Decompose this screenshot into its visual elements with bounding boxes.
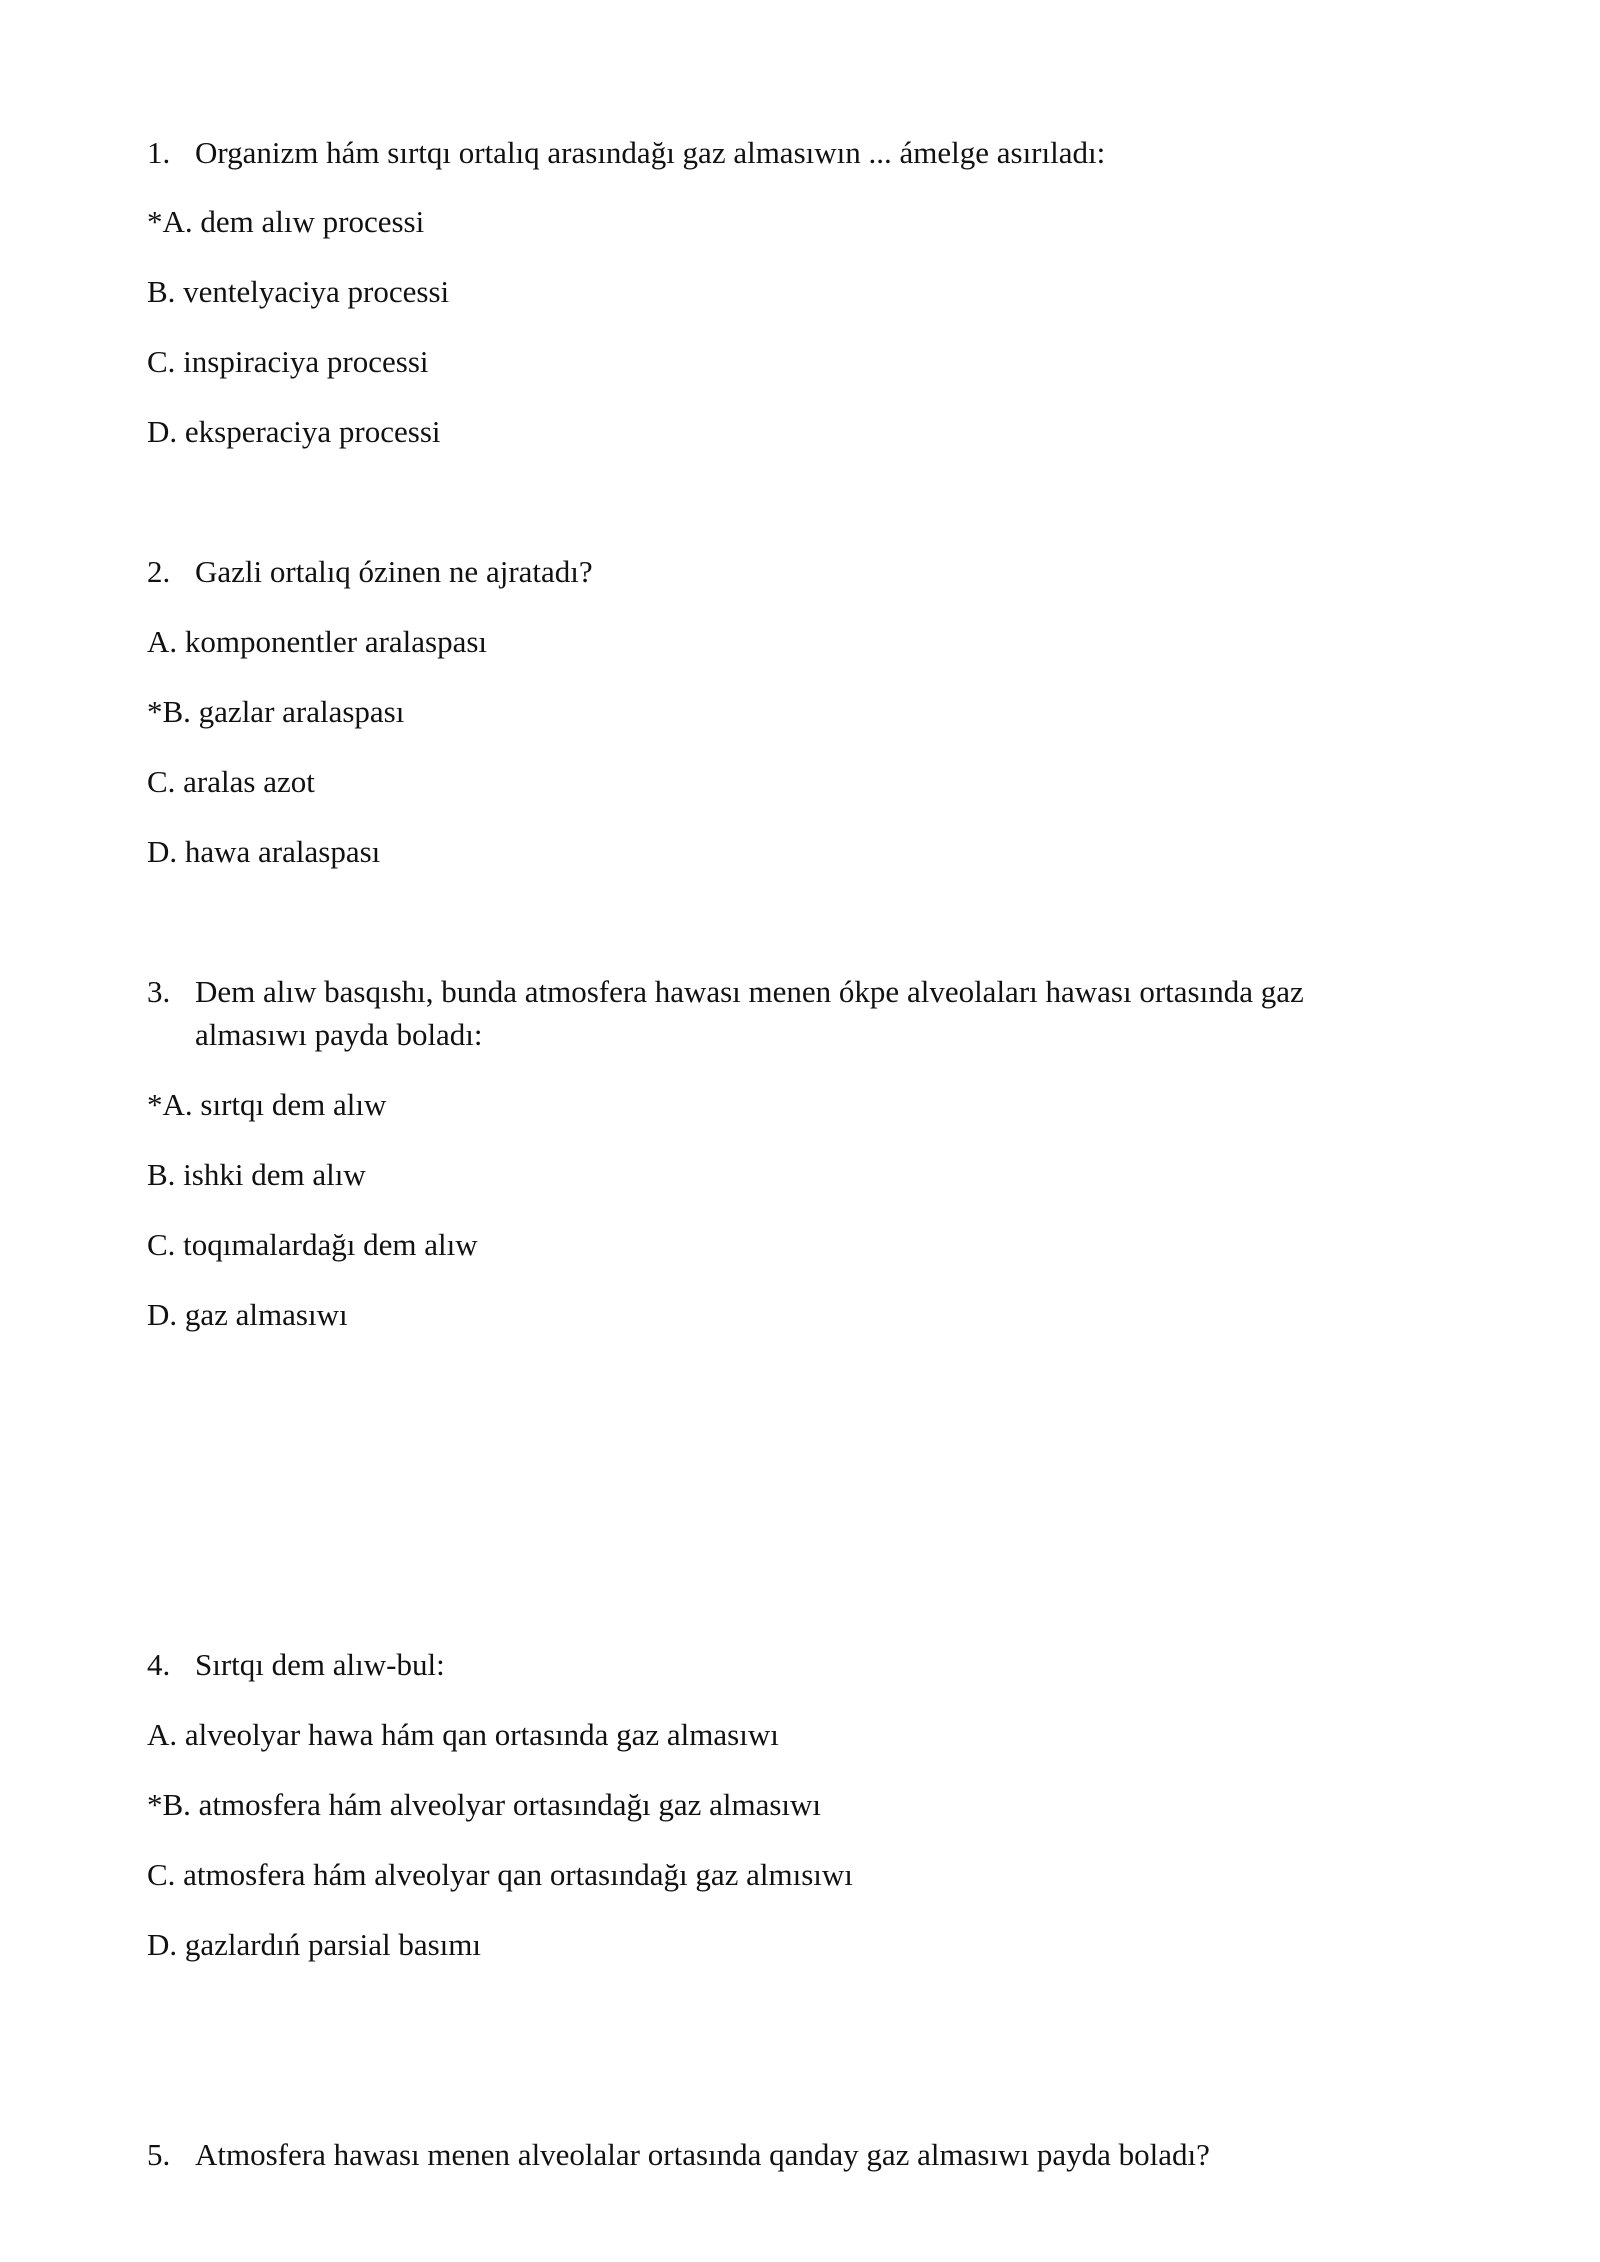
question-number: 2. (147, 554, 171, 589)
question-text: Dem alıw basqıshı, bunda atmosfera hawası menen ókpe alveolaları hawası ortasında gaz almasıwı payda boladı: (195, 974, 1304, 1052)
option-4c: C. atmosfera hám alveolyar qan ortasındağı gaz almısıwı (147, 1857, 853, 1892)
option-1a: *A. dem alıw processi (147, 204, 425, 239)
question-2 (147, 550, 1397, 593)
question-text: Organizm hám sırtqı ortalıq arasındağı gaz almasıwın ... ámelge asırıladı: (195, 135, 1106, 170)
question-text: Sırtqı dem alıw-bul: (195, 1647, 445, 1682)
question-4 (147, 1643, 1397, 1686)
question-text: Atmosfera hawası menen alveolalar ortasında qanday gaz almasıwı payda boladı? (195, 2137, 1210, 2172)
option-3b: B. ishki dem alıw (147, 1157, 366, 1192)
question-5 (147, 2133, 1397, 2176)
option-1d: D. eksperaciya processi (147, 414, 441, 449)
question-number: 5. (147, 2137, 171, 2172)
option-3c: C. toqımalardağı dem alıw (147, 1227, 478, 1262)
option-1c: C. inspiraciya processi (147, 344, 429, 379)
question-number: 1. (147, 135, 171, 170)
option-4a: A. alveolyar hawa hám qan ortasında gaz almasıwı (147, 1717, 779, 1752)
option-2c: C. aralas azot (147, 764, 315, 799)
option-1b: B. ventelyaciya processi (147, 274, 450, 309)
question-text: Gazli ortalıq ózinen ne ajratadı? (195, 554, 593, 589)
question-1 (147, 131, 1397, 174)
option-2d: D. hawa aralaspası (147, 834, 381, 869)
question-number: 4. (147, 1647, 171, 1682)
option-2b: *B. gazlar aralaspası (147, 694, 405, 729)
option-3d: D. gaz almasıwı (147, 1297, 348, 1332)
option-2a: A. komponentler aralaspası (147, 624, 488, 659)
option-3a: *A. sırtqı dem alıw (147, 1087, 387, 1122)
question-number: 3. (147, 974, 171, 1009)
option-4b: *B. atmosfera hám alveolyar ortasındağı gaz almasıwı (147, 1787, 822, 1822)
question-3 (147, 970, 1397, 1056)
option-4d: D. gazlardıń parsial basımı (147, 1927, 482, 1962)
